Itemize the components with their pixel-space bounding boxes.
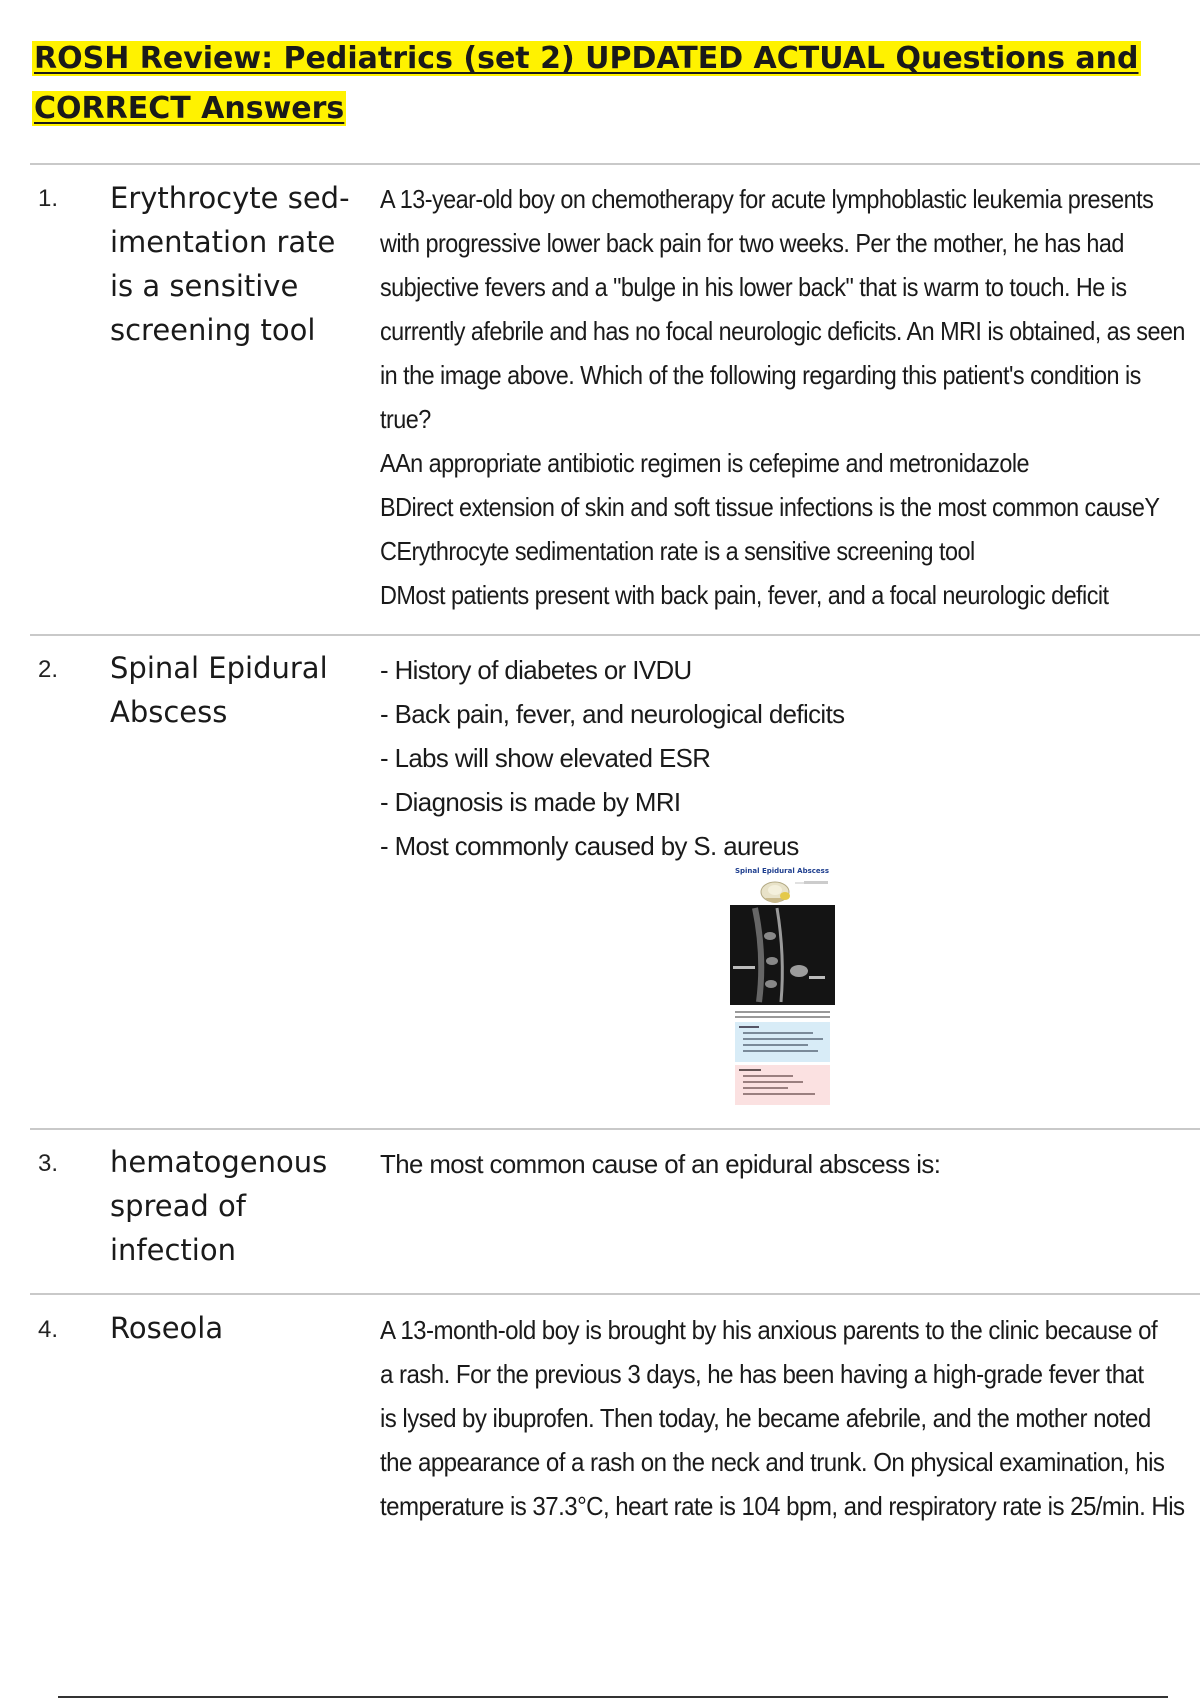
mri-vertebra	[764, 932, 776, 940]
info-box-heading	[739, 1069, 761, 1071]
card-number: 3.	[38, 1150, 59, 1177]
bullet-item: - History of diabetes or IVDU	[380, 655, 692, 685]
abscess-marker	[780, 892, 790, 900]
card-divider	[30, 634, 1200, 636]
definition-line: in the image above. Which of the following regarding this patient's condition is	[380, 360, 1141, 390]
term-line: screening tool	[110, 313, 316, 347]
answer-option: CErythrocyte sedimentation rate is a sensitive screening tool	[380, 536, 975, 566]
card-number: 4.	[38, 1316, 59, 1343]
spinal-abscess-figure	[725, 866, 840, 1106]
vertebra-body	[768, 885, 782, 895]
card-definition	[380, 648, 1185, 868]
card-number: 2.	[38, 656, 59, 683]
bullet-item: - Most commonly caused by S. aureus	[380, 831, 799, 861]
answer-option: AAn appropriate antibiotic regimen is cefepime and metronidazole	[380, 448, 1030, 478]
definition-line: temperature is 37.3°C, heart rate is 104 bpm, and respiratory rate is 25/min. His	[380, 1491, 1185, 1521]
info-box-line	[743, 1032, 813, 1034]
term-line: Roseola	[110, 1311, 224, 1345]
definition-line: currently afebrile and has no focal neurologic deficits. An MRI is obtained, as seen	[380, 316, 1185, 346]
info-box-line	[743, 1081, 803, 1083]
definition-line: subjective fevers and a "bulge in his lower back" that is warm to touch. He is	[380, 272, 1127, 302]
info-box-line	[743, 1093, 815, 1095]
definition-line: with progressive lower back pain for two weeks. Per the mother, he has had	[380, 228, 1124, 258]
card-divider	[30, 1293, 1200, 1295]
document-title: ROSH Review: Pediatrics (set 2) UPDATED ACTUAL Questions and CORRECT Answers	[34, 41, 1139, 126]
figure-caption: Spinal Epidural Abscess	[734, 867, 830, 875]
card-definition	[380, 1308, 1185, 1528]
term-line: infection	[110, 1233, 236, 1267]
card-term	[110, 1140, 360, 1272]
figure-text-line	[735, 1011, 830, 1013]
mri-label	[809, 976, 825, 979]
term-line: Spinal Epidural	[110, 651, 328, 685]
card-divider	[30, 163, 1200, 165]
answer-option: BDirect extension of skin and soft tissue infections is the most common causeY	[380, 492, 1160, 522]
definition-line: a rash. For the previous 3 days, he has been having a high-grade fever that	[380, 1359, 1144, 1389]
term-line: Erythrocyte sed-	[110, 181, 350, 215]
term-line: is a sensitive	[110, 269, 299, 303]
mri-vertebra	[766, 957, 778, 965]
info-box-line	[743, 1044, 808, 1046]
figure-label-mark	[804, 881, 828, 884]
info-box-line	[743, 1050, 818, 1052]
answer-option: DMost patients present with back pain, fever, and a focal neurologic deficit	[380, 580, 1109, 610]
term-line: hematogenous	[110, 1145, 328, 1179]
bullet-item: - Labs will show elevated ESR	[380, 743, 711, 773]
card-number: 1.	[38, 185, 59, 212]
term-line: Abscess	[110, 695, 228, 729]
mri-vertebra	[765, 980, 777, 988]
info-box-line	[743, 1087, 788, 1089]
card-definition	[380, 177, 1185, 617]
bullet-item: - Back pain, fever, and neurological deficits	[380, 699, 845, 729]
definition-line: A 13-year-old boy on chemotherapy for acute lymphoblastic leukemia presents	[380, 184, 1154, 214]
definition-line: the appearance of a rash on the neck and trunk. On physical examination, his	[380, 1447, 1165, 1477]
mri-label	[733, 966, 755, 969]
card-definition	[380, 1142, 1185, 1186]
info-box-heading	[739, 1026, 759, 1028]
mri-abscess	[790, 965, 808, 977]
info-box-line	[743, 1075, 793, 1077]
page-bottom-rule	[58, 1696, 1168, 1698]
card-term	[110, 1306, 360, 1350]
info-box-line	[743, 1038, 823, 1040]
term-line: imentation rate	[110, 225, 336, 259]
definition-line: A 13-month-old boy is brought by his anxious parents to the clinic because of	[380, 1315, 1158, 1345]
definition-line: is lysed by ibuprofen. Then today, he became afebrile, and the mother noted	[380, 1403, 1151, 1433]
bullet-item: - Diagnosis is made by MRI	[380, 787, 681, 817]
card-term	[110, 646, 360, 734]
card-divider	[30, 1128, 1200, 1130]
definition-line: The most common cause of an epidural abscess is:	[380, 1149, 941, 1179]
definition-line: true?	[380, 404, 431, 434]
figure-text-line	[735, 1016, 830, 1018]
term-line: spread of	[110, 1189, 246, 1223]
card-term	[110, 176, 360, 352]
